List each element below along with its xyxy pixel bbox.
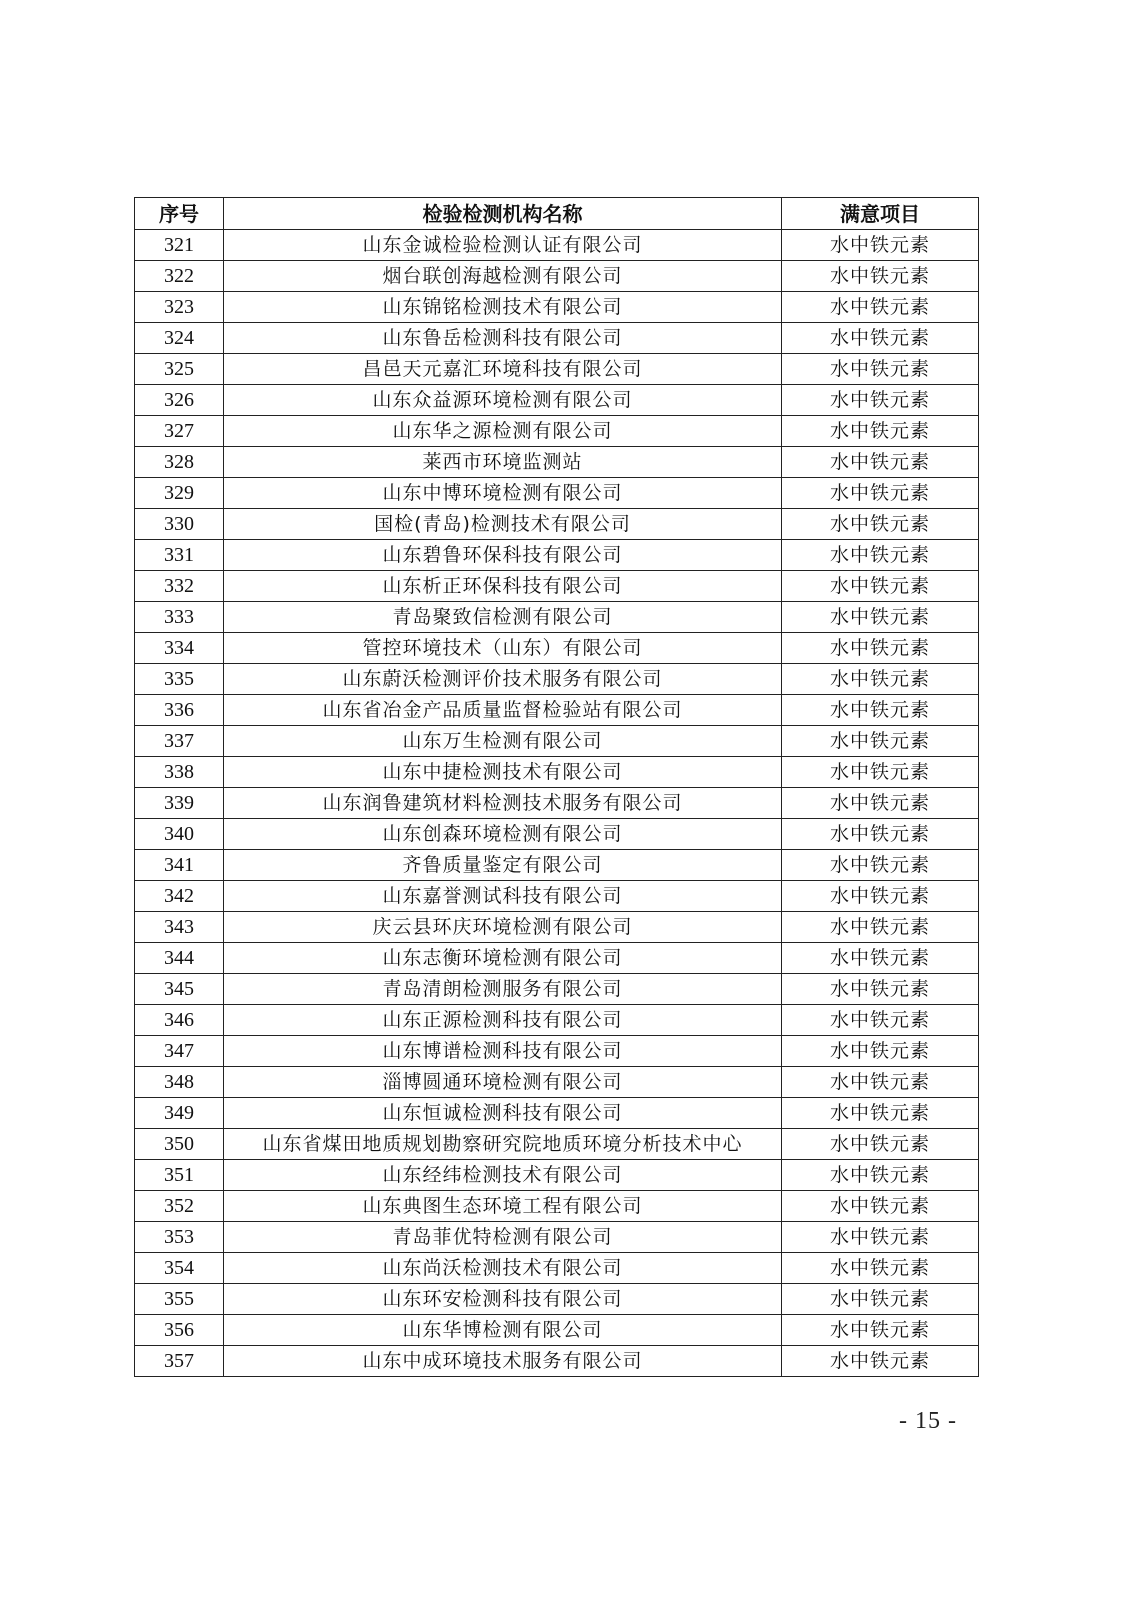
row-seq-cell: 343 [135, 912, 224, 943]
table-row [135, 695, 979, 726]
table-row [135, 1067, 979, 1098]
row-name-cell: 山东华之源检测有限公司 [224, 416, 782, 447]
row-item-cell: 水中铁元素 [782, 261, 979, 292]
row-item-cell: 水中铁元素 [782, 354, 979, 385]
row-item-cell: 水中铁元素 [782, 819, 979, 850]
row-seq-cell: 350 [135, 1129, 224, 1160]
row-item-cell: 水中铁元素 [782, 571, 979, 602]
row-item-cell: 水中铁元素 [782, 633, 979, 664]
row-item-cell: 水中铁元素 [782, 323, 979, 354]
row-seq-cell: 342 [135, 881, 224, 912]
row-seq-cell: 326 [135, 385, 224, 416]
table-row [135, 1129, 979, 1160]
row-name-cell: 齐鲁质量鉴定有限公司 [224, 850, 782, 881]
table-row [135, 509, 979, 540]
table-row [135, 261, 979, 292]
table-row [135, 602, 979, 633]
row-seq-cell: 335 [135, 664, 224, 695]
table-row [135, 478, 979, 509]
table-row [135, 912, 979, 943]
row-seq-cell: 331 [135, 540, 224, 571]
row-name-cell: 山东万生检测有限公司 [224, 726, 782, 757]
row-seq-cell: 344 [135, 943, 224, 974]
row-name-cell: 山东恒诚检测科技有限公司 [224, 1098, 782, 1129]
table-row [135, 230, 979, 261]
row-seq-cell: 324 [135, 323, 224, 354]
row-name-cell: 山东经纬检测技术有限公司 [224, 1160, 782, 1191]
table-row [135, 1222, 979, 1253]
row-item-cell: 水中铁元素 [782, 1222, 979, 1253]
row-seq-cell: 355 [135, 1284, 224, 1315]
row-seq-cell: 334 [135, 633, 224, 664]
table-row [135, 1160, 979, 1191]
row-item-cell: 水中铁元素 [782, 1315, 979, 1346]
table-row [135, 1253, 979, 1284]
row-name-cell: 山东鲁岳检测科技有限公司 [224, 323, 782, 354]
row-item-cell: 水中铁元素 [782, 664, 979, 695]
row-seq-cell: 337 [135, 726, 224, 757]
row-name-cell: 山东环安检测科技有限公司 [224, 1284, 782, 1315]
row-seq-cell: 352 [135, 1191, 224, 1222]
table-row [135, 1005, 979, 1036]
row-seq-cell: 330 [135, 509, 224, 540]
row-seq-cell: 332 [135, 571, 224, 602]
header-name: 检验检测机构名称 [224, 198, 782, 230]
row-seq-cell: 348 [135, 1067, 224, 1098]
table-row [135, 850, 979, 881]
table-row [135, 974, 979, 1005]
table-header-row [135, 198, 979, 230]
row-seq-cell: 327 [135, 416, 224, 447]
row-name-cell: 山东博谱检测科技有限公司 [224, 1036, 782, 1067]
table-row [135, 1098, 979, 1129]
row-seq-cell: 346 [135, 1005, 224, 1036]
row-name-cell: 山东金诚检验检测认证有限公司 [224, 230, 782, 261]
header-seq: 序号 [135, 198, 224, 230]
row-seq-cell: 339 [135, 788, 224, 819]
table-row [135, 571, 979, 602]
row-item-cell: 水中铁元素 [782, 726, 979, 757]
institution-table [134, 197, 979, 1377]
table-row [135, 1284, 979, 1315]
table-row [135, 292, 979, 323]
row-name-cell: 山东润鲁建筑材料检测技术服务有限公司 [224, 788, 782, 819]
table-row [135, 788, 979, 819]
table-row [135, 1346, 979, 1377]
row-name-cell: 青岛菲优特检测有限公司 [224, 1222, 782, 1253]
row-item-cell: 水中铁元素 [782, 416, 979, 447]
table-row [135, 1036, 979, 1067]
row-seq-cell: 321 [135, 230, 224, 261]
row-name-cell: 山东正源检测科技有限公司 [224, 1005, 782, 1036]
row-seq-cell: 325 [135, 354, 224, 385]
row-item-cell: 水中铁元素 [782, 943, 979, 974]
table-row [135, 1315, 979, 1346]
row-name-cell: 庆云县环庆环境检测有限公司 [224, 912, 782, 943]
row-item-cell: 水中铁元素 [782, 695, 979, 726]
row-name-cell: 山东志衡环境检测有限公司 [224, 943, 782, 974]
row-item-cell: 水中铁元素 [782, 1005, 979, 1036]
row-name-cell: 山东典图生态环境工程有限公司 [224, 1191, 782, 1222]
row-item-cell: 水中铁元素 [782, 1191, 979, 1222]
row-item-cell: 水中铁元素 [782, 1036, 979, 1067]
row-name-cell: 山东蔚沃检测评价技术服务有限公司 [224, 664, 782, 695]
table-row [135, 757, 979, 788]
row-seq-cell: 329 [135, 478, 224, 509]
row-item-cell: 水中铁元素 [782, 1253, 979, 1284]
row-item-cell: 水中铁元素 [782, 292, 979, 323]
row-item-cell: 水中铁元素 [782, 447, 979, 478]
row-item-cell: 水中铁元素 [782, 1067, 979, 1098]
table-row [135, 633, 979, 664]
row-name-cell: 山东嘉誉测试科技有限公司 [224, 881, 782, 912]
row-item-cell: 水中铁元素 [782, 509, 979, 540]
row-seq-cell: 347 [135, 1036, 224, 1067]
table-body [135, 230, 979, 1377]
row-seq-cell: 336 [135, 695, 224, 726]
row-item-cell: 水中铁元素 [782, 385, 979, 416]
header-item: 满意项目 [782, 198, 979, 230]
row-name-cell: 国检(青岛)检测技术有限公司 [224, 509, 782, 540]
table-row [135, 664, 979, 695]
row-item-cell: 水中铁元素 [782, 1160, 979, 1191]
row-item-cell: 水中铁元素 [782, 850, 979, 881]
row-name-cell: 烟台联创海越检测有限公司 [224, 261, 782, 292]
row-item-cell: 水中铁元素 [782, 974, 979, 1005]
row-name-cell: 山东锦铭检测技术有限公司 [224, 292, 782, 323]
row-name-cell: 山东中捷检测技术有限公司 [224, 757, 782, 788]
row-item-cell: 水中铁元素 [782, 1284, 979, 1315]
row-name-cell: 青岛清朗检测服务有限公司 [224, 974, 782, 1005]
row-item-cell: 水中铁元素 [782, 1129, 979, 1160]
row-seq-cell: 340 [135, 819, 224, 850]
row-seq-cell: 351 [135, 1160, 224, 1191]
row-seq-cell: 322 [135, 261, 224, 292]
row-seq-cell: 357 [135, 1346, 224, 1377]
row-seq-cell: 338 [135, 757, 224, 788]
row-name-cell: 山东尚沃检测技术有限公司 [224, 1253, 782, 1284]
table-row [135, 881, 979, 912]
row-item-cell: 水中铁元素 [782, 540, 979, 571]
row-name-cell: 山东省冶金产品质量监督检验站有限公司 [224, 695, 782, 726]
table-row [135, 540, 979, 571]
row-name-cell: 山东中博环境检测有限公司 [224, 478, 782, 509]
table-row [135, 354, 979, 385]
row-name-cell: 山东众益源环境检测有限公司 [224, 385, 782, 416]
row-name-cell: 山东碧鲁环保科技有限公司 [224, 540, 782, 571]
row-seq-cell: 345 [135, 974, 224, 1005]
table-row [135, 447, 979, 478]
row-name-cell: 山东华博检测有限公司 [224, 1315, 782, 1346]
row-seq-cell: 353 [135, 1222, 224, 1253]
row-name-cell: 山东创森环境检测有限公司 [224, 819, 782, 850]
table-row [135, 819, 979, 850]
row-name-cell: 莱西市环境监测站 [224, 447, 782, 478]
row-item-cell: 水中铁元素 [782, 757, 979, 788]
page-number: - 15 - [899, 1408, 957, 1434]
row-seq-cell: 341 [135, 850, 224, 881]
row-item-cell: 水中铁元素 [782, 1098, 979, 1129]
table-row [135, 323, 979, 354]
table-row [135, 385, 979, 416]
row-seq-cell: 356 [135, 1315, 224, 1346]
row-seq-cell: 354 [135, 1253, 224, 1284]
table-row [135, 726, 979, 757]
row-name-cell: 山东省煤田地质规划勘察研究院地质环境分析技术中心 [224, 1129, 782, 1160]
row-name-cell: 管控环境技术（山东）有限公司 [224, 633, 782, 664]
row-name-cell: 山东析正环保科技有限公司 [224, 571, 782, 602]
row-seq-cell: 333 [135, 602, 224, 633]
row-item-cell: 水中铁元素 [782, 788, 979, 819]
row-name-cell: 山东中成环境技术服务有限公司 [224, 1346, 782, 1377]
row-item-cell: 水中铁元素 [782, 1346, 979, 1377]
row-item-cell: 水中铁元素 [782, 881, 979, 912]
row-item-cell: 水中铁元素 [782, 602, 979, 633]
row-item-cell: 水中铁元素 [782, 478, 979, 509]
row-name-cell: 昌邑天元嘉汇环境科技有限公司 [224, 354, 782, 385]
row-item-cell: 水中铁元素 [782, 230, 979, 261]
row-name-cell: 青岛聚致信检测有限公司 [224, 602, 782, 633]
row-seq-cell: 328 [135, 447, 224, 478]
table-row [135, 943, 979, 974]
table-row [135, 1191, 979, 1222]
row-name-cell: 淄博圆通环境检测有限公司 [224, 1067, 782, 1098]
row-seq-cell: 349 [135, 1098, 224, 1129]
table-row [135, 416, 979, 447]
row-item-cell: 水中铁元素 [782, 912, 979, 943]
row-seq-cell: 323 [135, 292, 224, 323]
